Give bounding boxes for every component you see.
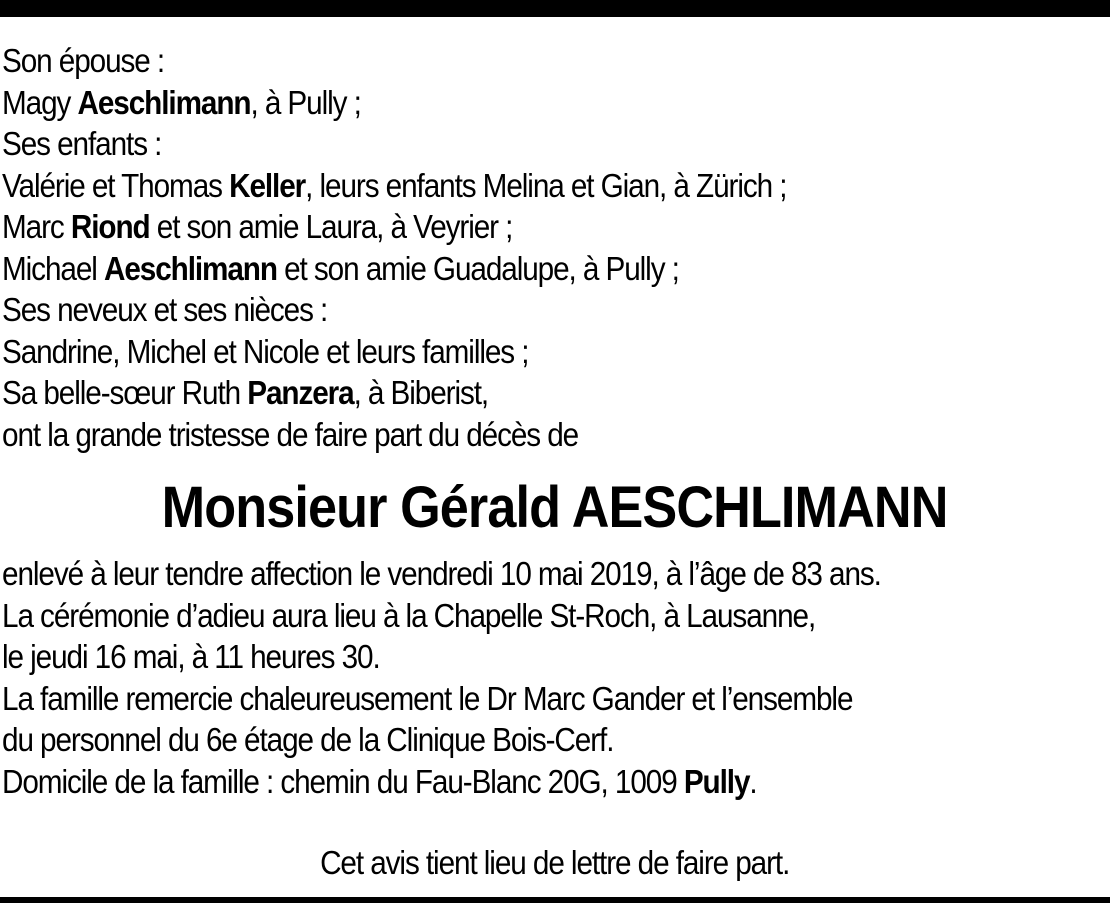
closing-note-text: Cet avis tient lieu de lettre de faire part. xyxy=(320,844,790,881)
line-text: Magy xyxy=(2,83,78,121)
family-line xyxy=(2,248,786,290)
surname: Panzera xyxy=(247,374,354,411)
line-text: , à Biberist, xyxy=(353,374,489,411)
family-line xyxy=(2,206,786,248)
line-text: et son amie Guadalupe, à Pully ; xyxy=(276,249,679,287)
family-line xyxy=(2,123,786,165)
family-line xyxy=(2,40,786,82)
family-line xyxy=(2,289,786,331)
line-text: Michael xyxy=(2,249,104,287)
surname: Aeschlimann xyxy=(103,249,277,287)
surname: Aeschlimann xyxy=(77,83,251,121)
surname: Riond xyxy=(70,208,150,245)
line-text: , leurs enfants Melina et Gian, à Zürich ; xyxy=(305,166,787,204)
line-text: enlevé à leur tendre affection le vendredi 10 mai 2019, à l’âge de 83 ans. xyxy=(2,555,881,592)
surname: Keller xyxy=(229,166,306,204)
detail-line xyxy=(2,678,881,720)
line-text: et son amie Laura, à Veyrier ; xyxy=(149,208,513,245)
bold-text: Pully xyxy=(683,762,750,800)
detail-line xyxy=(2,636,881,678)
line-text: , à Pully ; xyxy=(250,83,361,121)
family-line xyxy=(2,414,786,456)
line-text: Sa belle-sœur Ruth xyxy=(2,374,248,411)
line-text: Sandrine, Michel et Nicole et leurs familles ; xyxy=(2,332,529,370)
line-text: du personnel du 6e étage de la Clinique Bois-Cerf. xyxy=(2,721,614,758)
family-list xyxy=(2,40,786,455)
funeral-details xyxy=(2,553,881,802)
family-line xyxy=(2,82,786,124)
line-text: Marc xyxy=(2,208,71,245)
line-text: Ses neveux et ses nièces : xyxy=(2,291,328,328)
detail-line xyxy=(2,719,881,761)
line-text: Domicile de la famille : chemin du Fau-Blanc 20G, 1009 xyxy=(2,762,684,800)
line-text: Valérie et Thomas xyxy=(2,166,230,204)
line-text: La famille remercie chaleureusement le Dr Marc Gander et l’ensemble xyxy=(2,679,853,717)
detail-line xyxy=(2,761,881,803)
detail-line xyxy=(2,553,881,595)
deceased-name-heading xyxy=(0,468,1110,548)
line-text: La cérémonie d’adieu aura lieu à la Chapelle St-Roch, à Lausanne, xyxy=(2,596,816,634)
line-text: le jeudi 16 mai, à 11 heures 30. xyxy=(2,638,380,675)
detail-line xyxy=(2,595,881,637)
line-text: . xyxy=(749,762,757,800)
bottom-border-rule xyxy=(0,897,1110,903)
top-border-rule xyxy=(0,0,1110,17)
line-text: ont la grande tristesse de faire part du décès de xyxy=(2,415,579,453)
family-line xyxy=(2,331,786,373)
family-line xyxy=(2,372,786,414)
line-text: Son épouse : xyxy=(2,42,165,79)
closing-note xyxy=(0,842,1110,884)
line-text: Ses enfants : xyxy=(2,125,162,162)
family-line xyxy=(2,165,786,207)
deceased-name: Monsieur Gérald AESCHLIMANN xyxy=(162,475,948,540)
